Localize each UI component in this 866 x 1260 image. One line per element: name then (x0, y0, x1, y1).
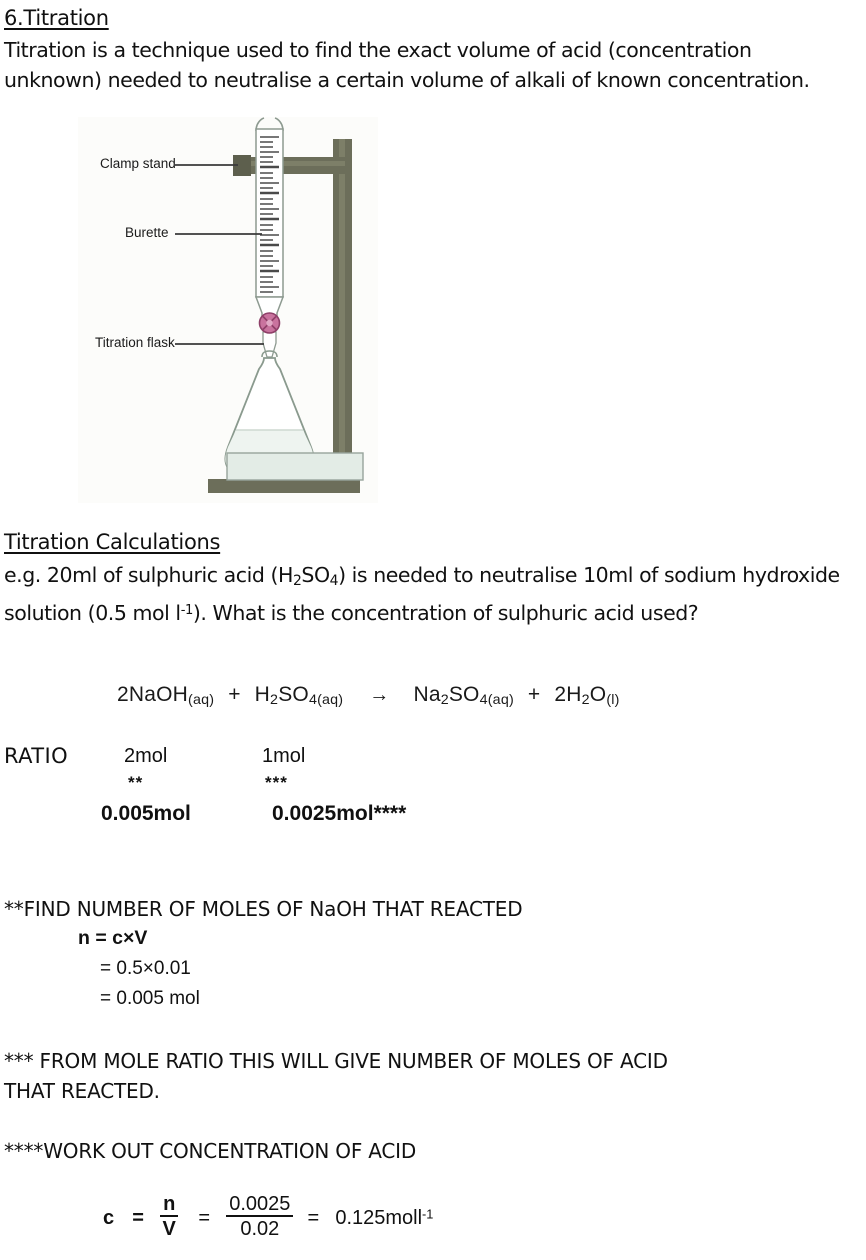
formula-fraction-n-over-v (160, 1194, 178, 1239)
step-mole-ratio-line-2: THAT REACTED. (4, 1079, 160, 1103)
step-find-moles-line-1: n = c×V (78, 927, 148, 949)
formula-equals-3: = (307, 1206, 320, 1229)
diagram-label-titration-flask: Titration flask (95, 335, 175, 350)
concentration-formula (103, 1193, 434, 1241)
ratio-label: RATIO (4, 744, 69, 768)
formula-numerator-moles: 0.0025 (226, 1194, 293, 1217)
formula-equals-1: = (132, 1206, 144, 1229)
worked-example-question (4, 560, 844, 628)
diagram-label-clamp-stand: Clamp stand (100, 156, 176, 171)
formula-denominator-volume: 0.02 (240, 1218, 280, 1240)
moles-value-naoh: 0.005mol (101, 802, 191, 825)
step-find-moles-heading: **FIND NUMBER OF MOLES OF NaOH THAT REACTED (4, 897, 523, 921)
moles-value-acid: 0.0025mol**** (272, 802, 407, 825)
step-mole-ratio-line-1: *** FROM MOLE RATIO THIS WILL GIVE NUMBER OF MOLES OF ACID (4, 1049, 668, 1073)
intro-paragraph (4, 35, 844, 95)
equation-arrow-icon: → (369, 684, 390, 706)
ratio-footnote-marker-naoh: ** (128, 773, 144, 792)
intro-line-2: unknown) needed to neutralise a certain volume of alkali of known concentration. (4, 68, 810, 92)
equation-reactant-naoh: 2NaOH$_{(aq)}$ (117, 683, 215, 709)
step-concentration-heading: ****WORK OUT CONCENTRATION OF ACID (4, 1139, 417, 1163)
formula-result: 0.125moll$^{-1}$ (335, 1206, 434, 1229)
formula-denominator-v: V (162, 1218, 176, 1240)
formula-numerator-n: n (160, 1194, 178, 1217)
diagram-label-burette: Burette (125, 225, 169, 240)
intro-line-1: Titration is a technique used to find the exact volume of acid (concentration (4, 38, 752, 62)
ratio-footnote-marker-acid: *** (265, 773, 288, 792)
ratio-value-acid: 1mol (262, 745, 306, 767)
equation-plus-1: + (228, 683, 241, 706)
formula-symbol-c: c (103, 1206, 115, 1229)
balanced-chemical-equation (117, 683, 620, 708)
step-find-moles-line-3: = 0.005 mol (100, 988, 200, 1009)
question-line-3: used? (640, 600, 699, 625)
page-title: 6.Titration (4, 6, 109, 30)
formula-fraction-values (226, 1194, 293, 1239)
equation-reactant-h2so4: $H_2SO_{4(aq)}$ (254, 683, 344, 709)
formula-equals-2: = (198, 1206, 211, 1229)
equation-plus-2: + (527, 683, 541, 706)
ratio-value-naoh: 2mol (124, 745, 168, 767)
step-find-moles-line-2: = 0.5×0.01 (100, 958, 191, 979)
question-line-2: hydroxide solution (0.5 mol $l^{-1}$). What is the concentration of sulphuric acid (4, 563, 840, 625)
stopcock-valve (260, 313, 280, 333)
titration-apparatus-diagram (78, 117, 378, 503)
calculations-heading: Titration Calculations (4, 530, 221, 554)
equation-product-water: $2H_2O_{(l)}$ (554, 683, 620, 709)
question-line-1: e.g. 20ml of sulphuric acid $(H_2SO_4)$ is needed to neutralise 10ml of sodium (4, 563, 737, 590)
equation-product-na2so4: $Na_2SO_{4(aq)}$ (413, 683, 514, 709)
